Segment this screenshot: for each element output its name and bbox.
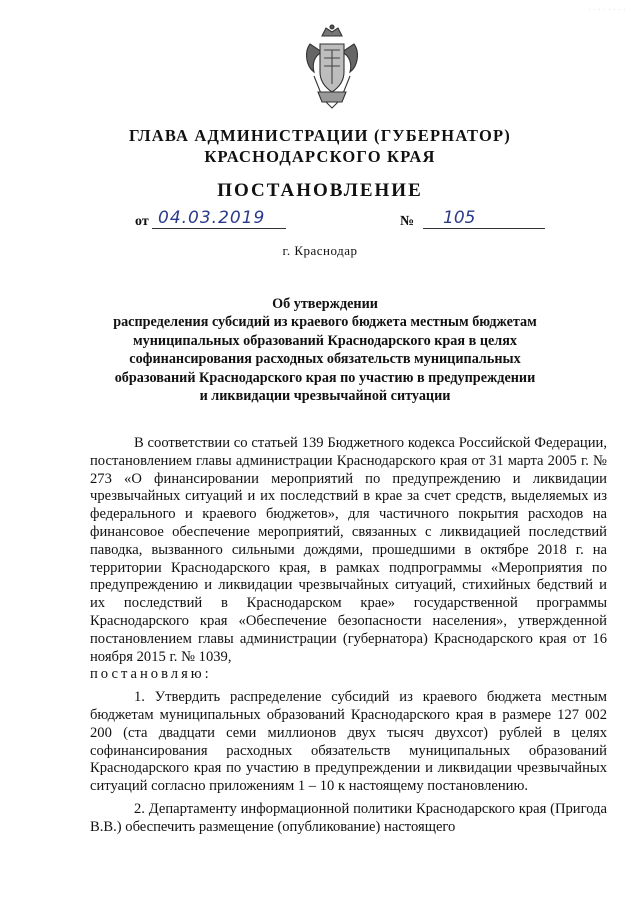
document-type-title: ПОСТАНОВЛЕНИЕ [217, 180, 423, 201]
subject-line: и ликвидации чрезвычайной ситуации [199, 388, 451, 405]
issuer-title-line1: ГЛАВА АДМИНИСТРАЦИИ (ГУБЕРНАТОР) [129, 126, 511, 145]
subject-line: муниципальных образований Краснодарского края в целях [132, 332, 518, 349]
issuer-title-line2: КРАСНОДАРСКОГО КРАЯ [204, 147, 436, 166]
document-body [90, 435, 607, 837]
number-prefix: № [400, 214, 415, 229]
resolve-word: постановляю: [90, 666, 212, 683]
preamble-paragraph [90, 435, 607, 684]
date-prefix: от [135, 214, 149, 229]
handwritten-date: 04.03.2019 [152, 208, 286, 229]
city-name: г. Краснодар [282, 243, 358, 258]
subject-line: распределения субсидий из краевого бюджета местным бюджетам [113, 314, 537, 331]
krasnodar-coat-of-arms-icon [300, 22, 364, 110]
subject-line: Об утверждении [272, 296, 378, 312]
item-2-paragraph: 2. Департаменту информационной политики Краснодарского края (Пригода В.В.) обеспечить размещение (опубликование) настоящего [90, 800, 607, 835]
preamble-text: В соответствии со статьей 139 Бюджетного кодекса Российской Федерации, постановлением главы администрации Краснодарского края от 31 марта 2005 г. № 273 «О финансировании мероприятий по предупреждению и ликвидации чрезвычайных ситуаций и их последствий в крае за счет средств, выделяемых из федерального и краевого бюджетов», для частичного покрытия расходов на финансовое обеспечение мероприятий, связанных с ликвидацией последствий паводка, вызванного сильными дождями, прошедшими в октябре 2018 г. на территории Краснодарского края, в рамках подпрограммы «Мероприятия по предупреждению и ликвидации чрезвычайных ситуаций, стихийных бедствий и их последствий в Краснодарском крае» государственной программы Краснодарского края «Обеспечение безопасности населения», утвержденной постановлением главы администрации (губернатора) Краснодарского края от 16 ноября 2015 г. № 1039, [90, 435, 607, 665]
item-1-paragraph: 1. Утвердить распределение субсидий из краевого бюджета местным бюджетам муниципальных образований Краснодарского края в размере 127 002 200 (ста двадцати семи миллионов двух тысяч двухсот) рублей в целях софинансирования расходных обязательств муниципальных образований Краснодарского края по участию в предупреждении и ликвидации чрезвычайных ситуаций согласно приложениям 1 – 10 к настоящему постановлению. [90, 689, 607, 795]
subject-line: софинансирования расходных обязательств муниципальных [129, 351, 521, 368]
corner-scan-mark: · · · · · · · · [588, 8, 626, 13]
document-subject [95, 295, 555, 405]
handwritten-number: 105 [423, 208, 545, 229]
subject-line: образований Краснодарского края по участию в предупреждении [114, 369, 536, 386]
